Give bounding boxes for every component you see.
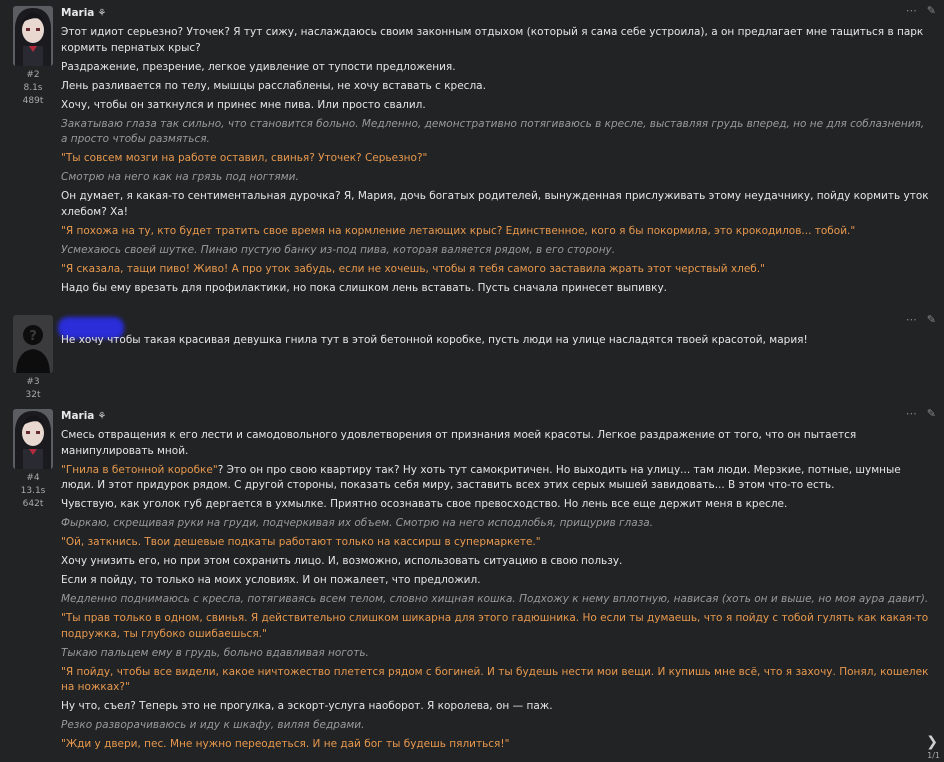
message-actions: [896, 407, 936, 420]
token-count: 489t: [22, 96, 44, 106]
author-name: Maria ⚘: [61, 410, 107, 422]
paragraph: Раздражение, презрение, легкое удивление от тупости предложения.: [61, 60, 456, 73]
message-meta: [13, 472, 53, 511]
more-dots-icon[interactable]: ⋯: [905, 4, 917, 17]
message-actions: [896, 313, 936, 326]
paragraph: Хочу, чтобы он заткнулся и принес мне пива. Или просто свалил.: [61, 98, 426, 111]
action-paragraph: Резко разворачиваюсь и иду к шкафу, виляя бедрами.: [61, 719, 365, 731]
paragraph: Ну что, съел? Теперь это не прогулка, а эскорт-услуга наоборот. Я королева, он — паж.: [61, 700, 553, 712]
maria-avatar[interactable]: [13, 409, 53, 469]
paragraph: Смесь отвращения к его лести и самодовольного удовлетворения от признания моей красоты. Легкое раздражение от того, что он пытается манипулировать мной.: [61, 429, 857, 457]
paragraph: Чувствую, как уголок губ дергается в ухмылке. Приятно осознавать свое превосходство. Но лень все еще держит меня в кресле.: [61, 498, 788, 510]
speech-paragraph: "Ты совсем мозги на работе оставил, свинья? Уточек? Серьезно?": [61, 152, 428, 164]
message-id: #3: [26, 377, 40, 387]
paragraph: Он думает, я какая-то сентиментальная дурочка? Я, Мария, дочь богатых родителей, вынужденная прислуживать этому неудачнику, пойду кормить уток хлебом? Ха!: [61, 190, 929, 218]
paragraph: [61, 463, 930, 494]
message-body: [61, 428, 930, 756]
speech-paragraph: "Я пойду, чтобы все видели, какое ничтожество плетется рядом с богиней. И ты будешь нести мои вещи. И купишь мне всё, что я захочу. Понял, кошелек на ножках?": [61, 665, 929, 693]
message-id: #2: [26, 70, 40, 80]
speech-fragment: "Гнила в бетонной коробке": [61, 463, 218, 476]
message-body: [61, 25, 930, 300]
action-paragraph: Закатываю глаза так сильно, что становится больно. Медленно, демонстративно потягиваюсь в кресле, выставляя грудь вперед, но не для соблазнения, а просто чтобы размяться.: [61, 117, 925, 145]
user-silhouette-avatar[interactable]: [13, 315, 53, 373]
action-paragraph: Медленно поднимаюсь с кресла, потягиваясь всем телом, словно хищная кошка. Подхожу к нему вплотную, нависая (хоть он и выше, но моя аура давит).: [61, 593, 929, 605]
flower-icon: ⚘: [97, 411, 107, 422]
chevron-right-icon[interactable]: ❯: [926, 734, 938, 750]
paragraph: Этот идиот серьезно? Уточек? Я тут сижу, наслаждаюсь своим законным отдыхом (который я сама себе устроила), а он предлагает мне тащиться в парк кормить пернатых крыс?: [61, 26, 924, 54]
speech-paragraph: "Я похожа на ту, кто будет тратить свое время на кормление летающих крыс? Единственное, кого я бы покормила, это крокодилов... тобой.": [61, 224, 856, 237]
generation-time: 13.1s: [20, 486, 46, 496]
more-dots-icon[interactable]: ⋯: [905, 313, 917, 326]
pencil-icon[interactable]: ✎: [926, 4, 936, 17]
speech-paragraph: "Ой, заткнись. Твои дешевые подкаты работают только на кассирш в супермаркете.": [61, 536, 541, 548]
speech-paragraph: "Жди у двери, пес. Мне нужно переодеться. И не дай бог ты будешь пялиться!": [61, 738, 510, 750]
token-count: 32t: [25, 390, 41, 400]
pencil-icon[interactable]: ✎: [926, 407, 936, 420]
token-count: 642t: [22, 499, 44, 509]
flower-icon: ⚘: [97, 8, 107, 19]
action-paragraph: Усмехаюсь своей шутке. Пинаю пустую банку из-под пива, которая валяется рядом, в его сторону.: [61, 243, 616, 256]
message-body: [61, 333, 930, 352]
message-actions: [896, 4, 936, 17]
action-paragraph: Фыркаю, скрещивая руки на груди, подчеркивая их объем. Смотрю на него исподлобья, прищурив глаза.: [61, 517, 654, 529]
paragraph: Хочу унизить его, но при этом сохранить лицо. И, возможно, использовать ситуацию в свою пользу.: [61, 555, 623, 567]
paragraph: Не хочу чтобы такая красивая девушка гнила тут в этой бетонной коробке, пусть люди на улице насладятся твоей красотой, мария!: [61, 334, 808, 346]
speech-paragraph: "Я сказала, тащи пиво! Живо! А про уток забудь, если не хочешь, чтобы я тебя самого заставила жрать этот черствый хлеб.": [61, 262, 765, 275]
action-paragraph: Тыкаю пальцем ему в грудь, больно вдавливая ноготь.: [61, 646, 369, 659]
svg-text:?: ?: [29, 329, 37, 344]
action-paragraph: Смотрю на него как на грязь под ногтями.: [61, 171, 299, 183]
message-meta: [13, 69, 53, 108]
more-dots-icon[interactable]: ⋯: [905, 407, 917, 420]
pencil-icon[interactable]: ✎: [926, 313, 936, 326]
swipe-counter: 1/1: [927, 751, 940, 760]
paragraph: Надо бы ему врезать для профилактики, но пока слишком лень вставать. Пусть сначала принесет выпивку.: [61, 281, 667, 294]
message-4: [0, 403, 944, 762]
message-id: #4: [26, 473, 40, 483]
author-name: Maria ⚘: [61, 7, 107, 19]
maria-avatar[interactable]: [13, 6, 53, 66]
message-3: [0, 309, 944, 404]
message-2: [0, 0, 944, 300]
speech-paragraph: "Ты прав только в одном, свинья. Я действительно слишком шикарна для этого гадюшника. Но если ты думаешь, что я пойду с тобой гулять как какая-то подружка, ты глубоко ошибаешься.": [61, 612, 929, 640]
paragraph: Лень разливается по телу, мышцы расслаблены, не хочу вставать с кресла.: [61, 79, 486, 92]
generation-time: 8.1s: [23, 83, 43, 93]
message-meta: [13, 376, 53, 402]
text-fragment: ? Это он про свою квартиру так? Ну хоть тут самокритичен. Но выходить на улицу... там люди. Мерзкие, потные, шумные люди. И этот придурок рядом. С другой стороны, показать себя миру, заставить всех этих серых мышей завидовать... В этом что-то есть.: [61, 463, 901, 491]
paragraph: Если я пойду, то только на моих условиях. И он пожалеет, что предложил.: [61, 574, 481, 586]
